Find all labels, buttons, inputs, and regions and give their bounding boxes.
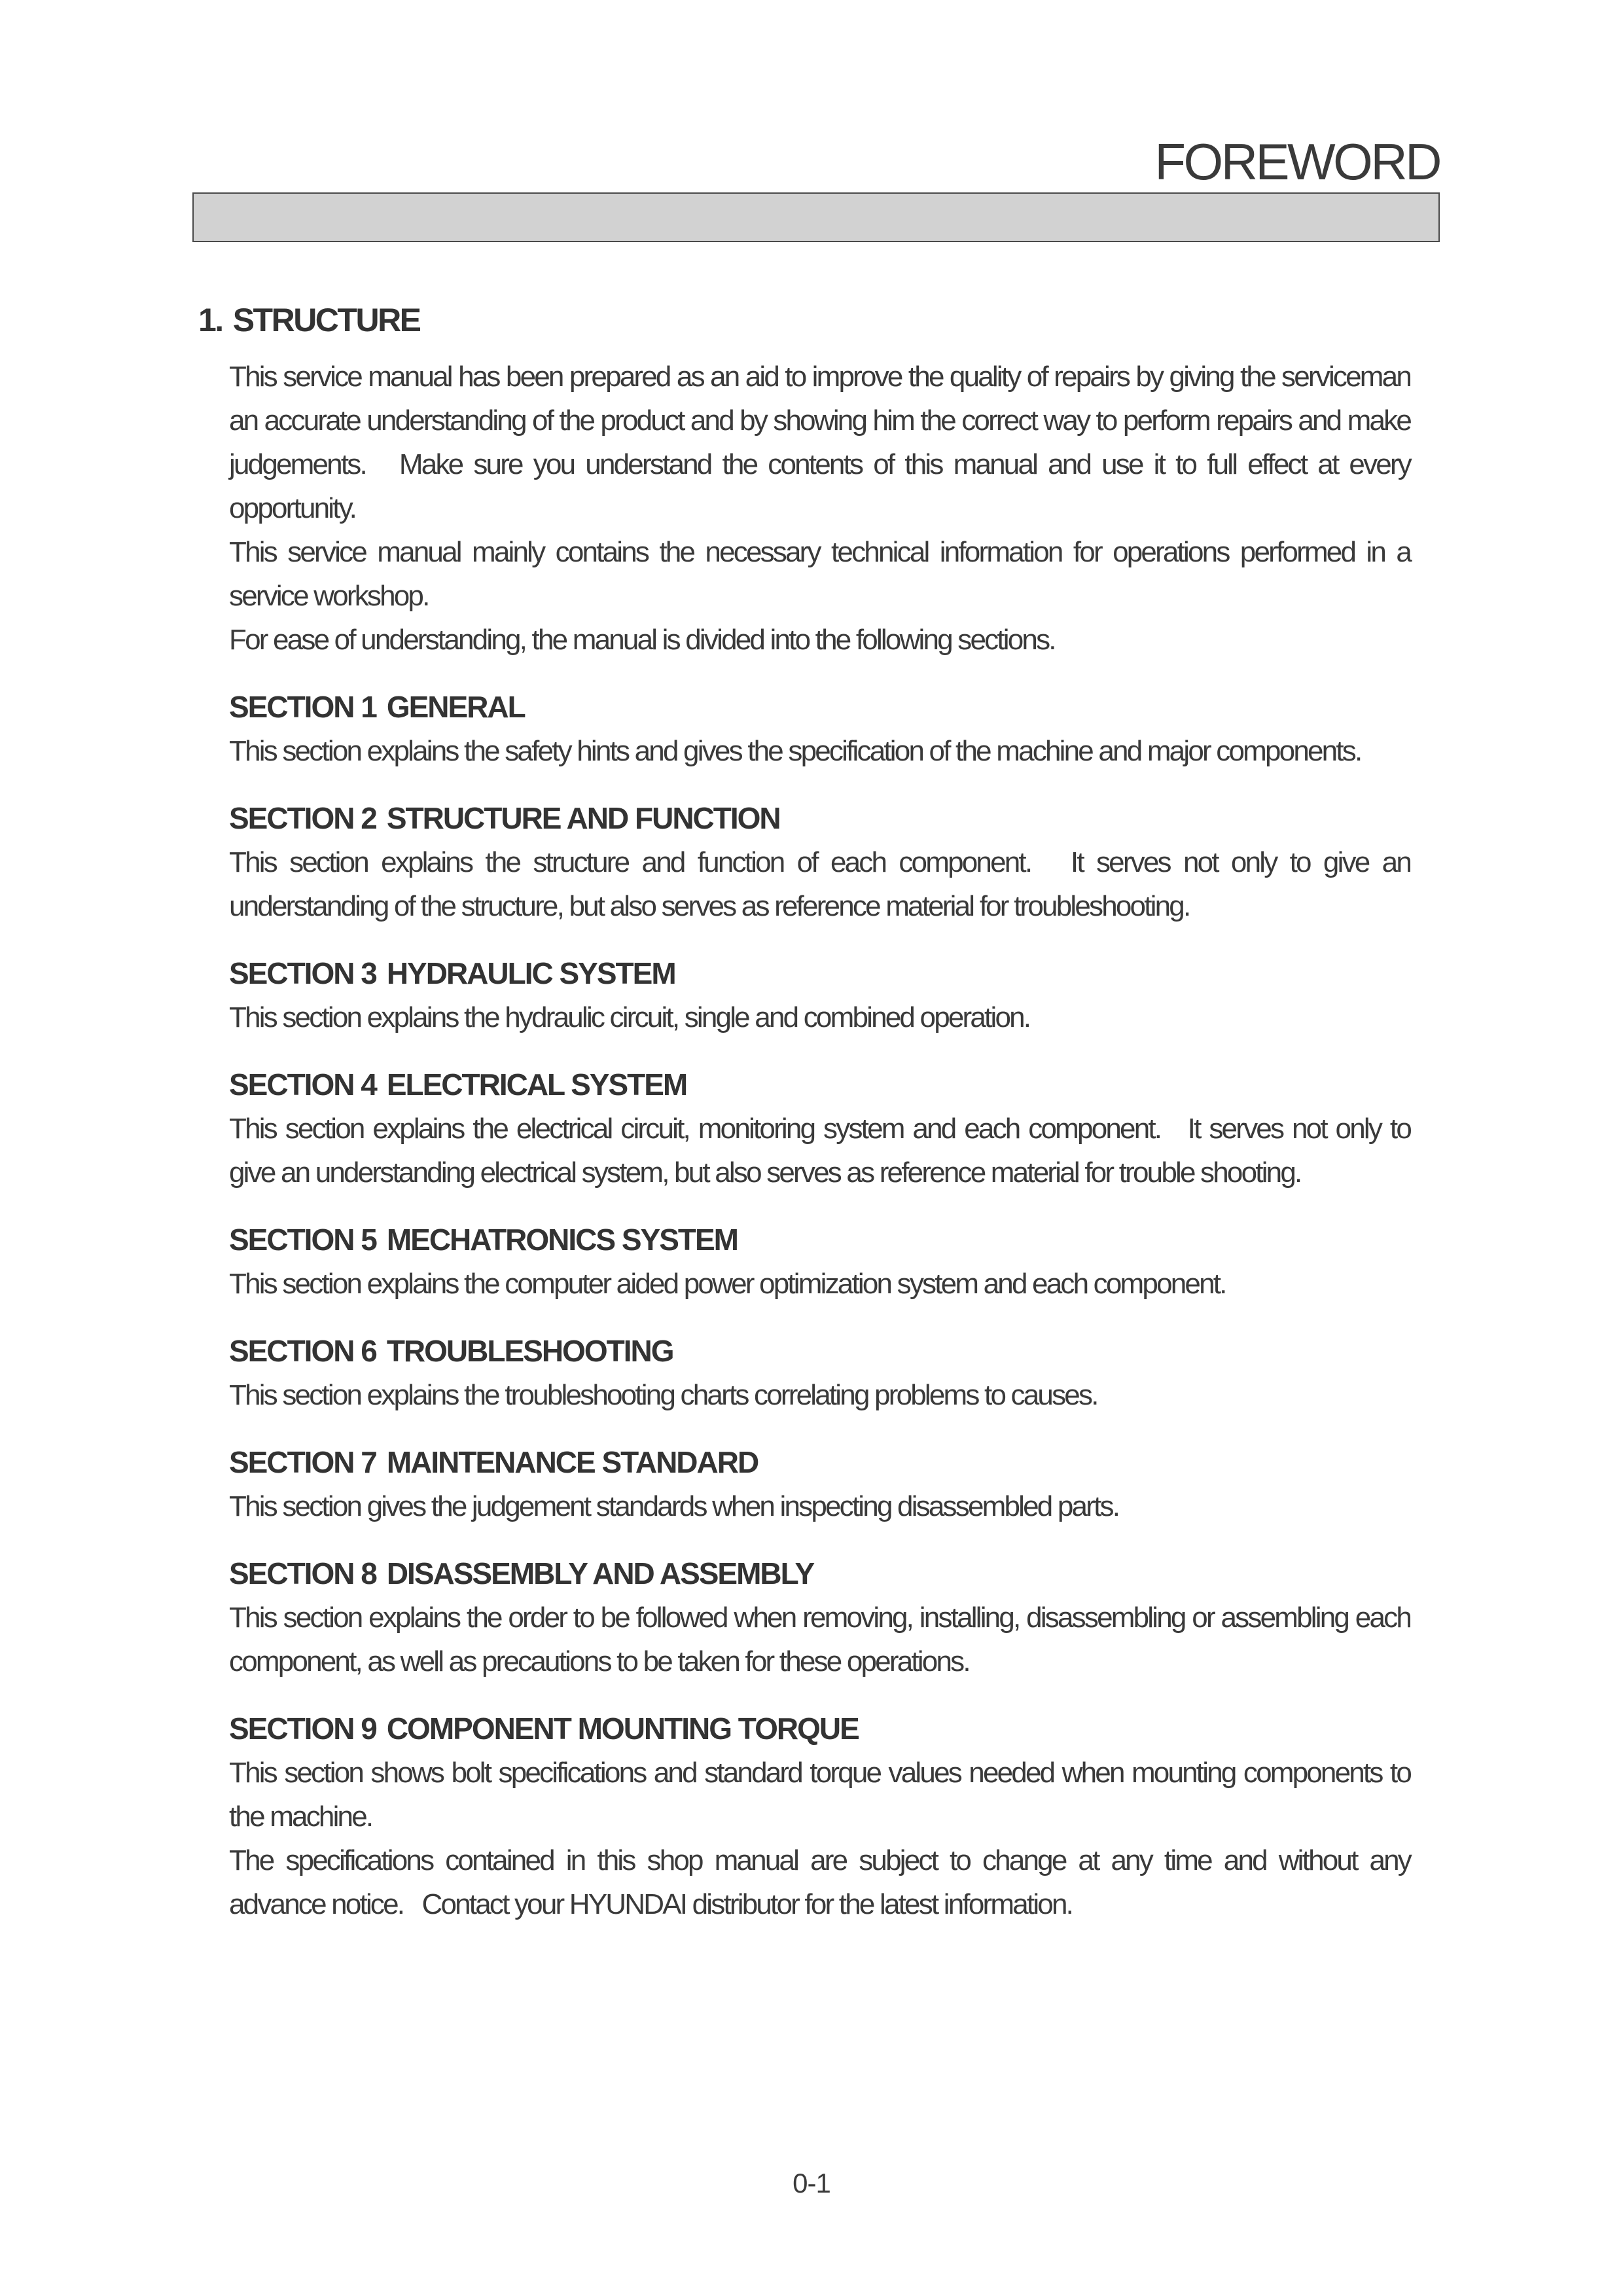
section-8-number: SECTION 8 <box>229 1556 376 1590</box>
section-4-name: ELECTRICAL SYSTEM <box>386 1067 687 1102</box>
section-8-name: DISASSEMBLY AND ASSEMBLY <box>386 1556 814 1590</box>
section-9-heading <box>229 1707 1410 1751</box>
section-block-7 <box>229 1441 1410 1528</box>
section-block-4 <box>229 1063 1417 1194</box>
section-7-name: MAINTENANCE STANDARD <box>386 1445 758 1479</box>
main-content <box>198 300 1417 1926</box>
section-8-heading <box>229 1552 1410 1596</box>
section-3-number: SECTION 3 <box>229 956 376 990</box>
section-9-description: This section shows bolt specifications and standard torque values needed when mounting components to the machine. <box>229 1757 1417 1833</box>
section-5-name: MECHATRONICS SYSTEM <box>386 1223 738 1257</box>
section-7-description: This section gives the judgement standards when inspecting disassembled parts. <box>229 1490 1119 1522</box>
section-7-heading <box>229 1441 1410 1484</box>
page-title: FOREWORD <box>1154 133 1440 190</box>
intro-paragraph-2: This service manual mainly contains the necessary technical information for operations performed in a service workshop. <box>229 536 1417 612</box>
section-3-description: This section explains the hydraulic circuit, single and combined operation. <box>229 1001 1030 1033</box>
section-1-name: GENERAL <box>386 690 525 724</box>
page-number: 0-1 <box>793 2168 830 2198</box>
section-1-heading <box>229 685 1410 729</box>
section-5-description: This section explains the computer aided power optimization system and each component. <box>229 1268 1226 1300</box>
closing-paragraph: The specifications contained in this shop manual are subject to change at any time and without any advance notice. Contact your HYUNDAI distributor for the latest information. <box>229 1844 1417 1920</box>
section-8-description: This section explains the order to be followed when removing, installing, disassembling or assembling each component, as well as precautions to be taken for these operations. <box>229 1602 1417 1677</box>
section-5-heading <box>229 1218 1410 1262</box>
section-3-name: HYDRAULIC SYSTEM <box>386 956 675 990</box>
section-6-number: SECTION 6 <box>229 1334 376 1368</box>
section-9-name: COMPONENT MOUNTING TORQUE <box>386 1712 859 1746</box>
section-block-8 <box>229 1552 1417 1683</box>
section-6-description: This section explains the troubleshooting charts correlating problems to causes. <box>229 1379 1097 1411</box>
section-3-heading <box>229 952 1410 996</box>
section-7-number: SECTION 7 <box>229 1445 376 1479</box>
section-block-3 <box>229 952 1410 1039</box>
section-2-heading <box>229 797 1410 840</box>
section-block-1 <box>229 685 1410 773</box>
section-4-number: SECTION 4 <box>229 1067 376 1102</box>
section-2-number: SECTION 2 <box>229 801 376 835</box>
section-block-5 <box>229 1218 1410 1306</box>
section-4-description: This section explains the electrical circuit, monitoring system and each component. It serves not only to give an understanding electrical system, but also serves as reference material for trouble shooting. <box>229 1113 1417 1189</box>
structure-heading-number: 1. <box>198 302 223 338</box>
section-6-heading <box>229 1329 1410 1373</box>
intro-paragraph-1: This service manual has been prepared as an aid to improve the quality of repairs by giving the serviceman an accurate understanding of the product and by showing him the correct way to perform repairs and make judgements. Make sure you understand the contents of this manual and use it to full effect at every opportunity. <box>229 361 1417 524</box>
header-band <box>192 0 1440 242</box>
section-5-number: SECTION 5 <box>229 1223 376 1257</box>
section-2-name: STRUCTURE AND FUNCTION <box>386 801 780 835</box>
section-1-number: SECTION 1 <box>229 690 376 724</box>
section-6-name: TROUBLESHOOTING <box>386 1334 673 1368</box>
structure-heading <box>198 300 1410 340</box>
section-4-heading <box>229 1063 1410 1107</box>
section-1-description: This section explains the safety hints and gives the specification of the machine and major components. <box>229 735 1361 767</box>
section-9-number: SECTION 9 <box>229 1712 376 1746</box>
title-divider-bar <box>192 192 1440 242</box>
section-block-6 <box>229 1329 1410 1417</box>
structure-heading-text: STRUCTURE <box>232 302 420 338</box>
section-2-description: This section explains the structure and function of each component. It serves not only to give an understanding of the structure, but also serves as reference material for troubleshooting. <box>229 846 1417 922</box>
section-block-9 <box>229 1707 1417 1839</box>
intro-paragraph-3: For ease of understanding, the manual is divided into the following sections. <box>229 624 1055 656</box>
section-block-2 <box>229 797 1417 928</box>
